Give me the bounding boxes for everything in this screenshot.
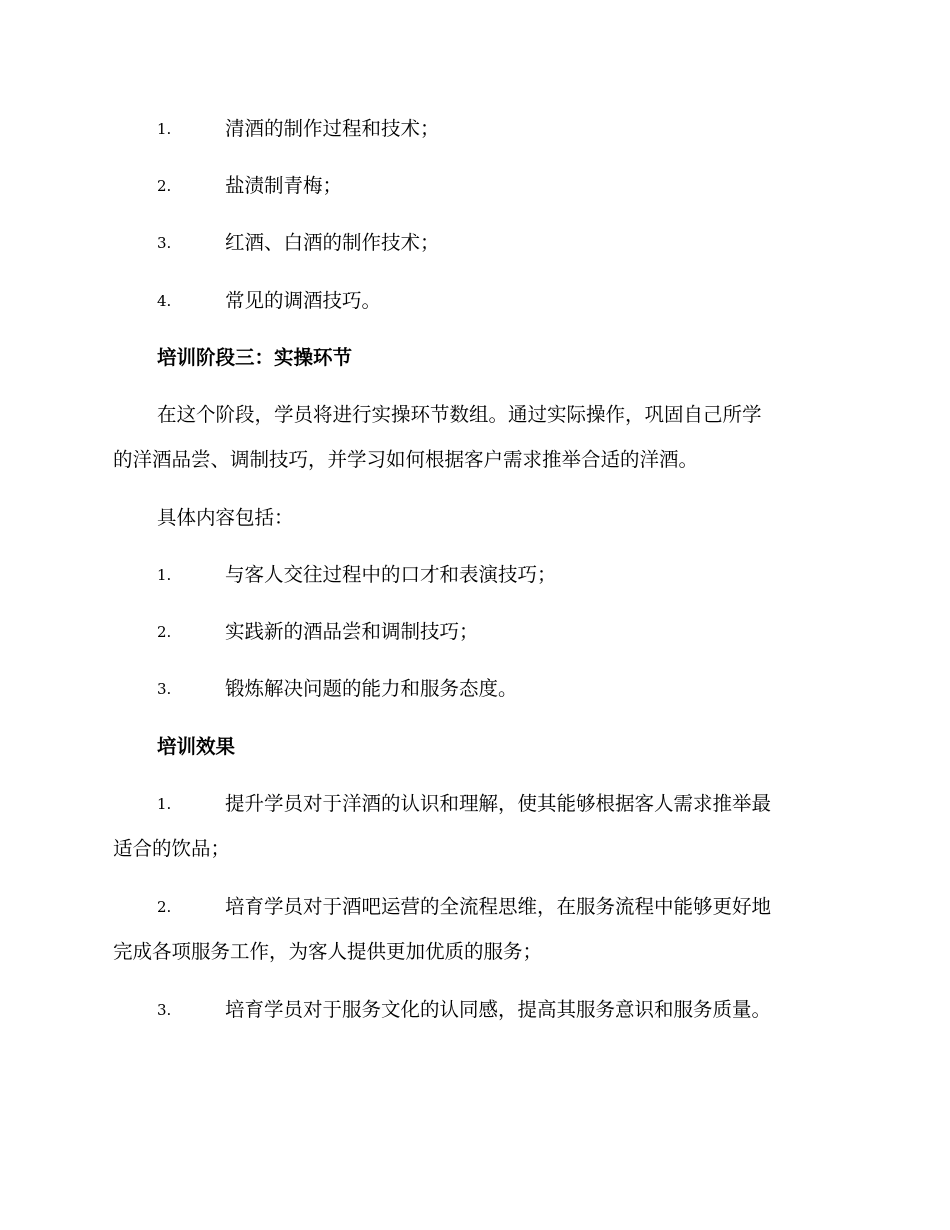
list-item xyxy=(0,227,950,259)
list-item xyxy=(0,285,950,317)
list-number: 2. xyxy=(157,898,172,916)
list-item xyxy=(0,170,950,202)
paragraph-line: 的洋酒品尝、调制技巧，并学习如何根据客户需求推举合适的洋酒。 xyxy=(113,448,699,471)
list-text: 清酒的制作过程和技术； xyxy=(225,117,440,140)
list-text: 盐渍制青梅； xyxy=(225,174,343,197)
list-text: 与客人交往过程中的口才和表演技巧； xyxy=(225,563,557,586)
list-item xyxy=(0,788,950,820)
list-number: 2. xyxy=(157,177,172,195)
list-text: 培育学员对于服务文化的认同感，提高其服务意识和服务质量。 xyxy=(225,998,772,1021)
list-number: 1. xyxy=(157,566,172,584)
list-continuation: 适合的饮品； xyxy=(113,837,231,860)
list-number: 3. xyxy=(157,234,172,252)
list-continuation: 完成各项服务工作，为客人提供更加优质的服务； xyxy=(113,940,543,963)
list-item xyxy=(0,673,950,705)
list-number: 4. xyxy=(157,292,172,310)
list-text: 提升学员对于洋酒的认识和理解，使其能够根据客人需求推举最 xyxy=(225,792,772,815)
list-text: 培育学员对于酒吧运营的全流程思维，在服务流程中能够更好地 xyxy=(225,895,772,918)
list-item xyxy=(0,891,950,923)
list-text: 实践新的酒品尝和调制技巧； xyxy=(225,620,479,643)
list-text: 锻炼解决问题的能力和服务态度。 xyxy=(225,677,518,700)
content-label: 具体内容包括： xyxy=(157,506,294,529)
section-heading-effects: 培训效果 xyxy=(157,735,236,758)
list-item xyxy=(0,994,950,1026)
list-text: 常见的调酒技巧。 xyxy=(225,289,382,312)
list-number: 1. xyxy=(157,795,172,813)
list-number: 3. xyxy=(157,1001,172,1019)
list-number: 3. xyxy=(157,680,172,698)
list-item xyxy=(0,113,950,145)
list-text: 红酒、白酒的制作技术； xyxy=(225,231,440,254)
section-heading-stage-three: 培训阶段三：实操环节 xyxy=(157,346,353,369)
paragraph-line: 在这个阶段，学员将进行实操环节数组。通过实际操作，巩固自己所学 xyxy=(157,403,762,426)
list-item xyxy=(0,616,950,648)
list-item xyxy=(0,559,950,591)
list-number: 2. xyxy=(157,623,172,641)
list-number: 1. xyxy=(157,120,172,138)
